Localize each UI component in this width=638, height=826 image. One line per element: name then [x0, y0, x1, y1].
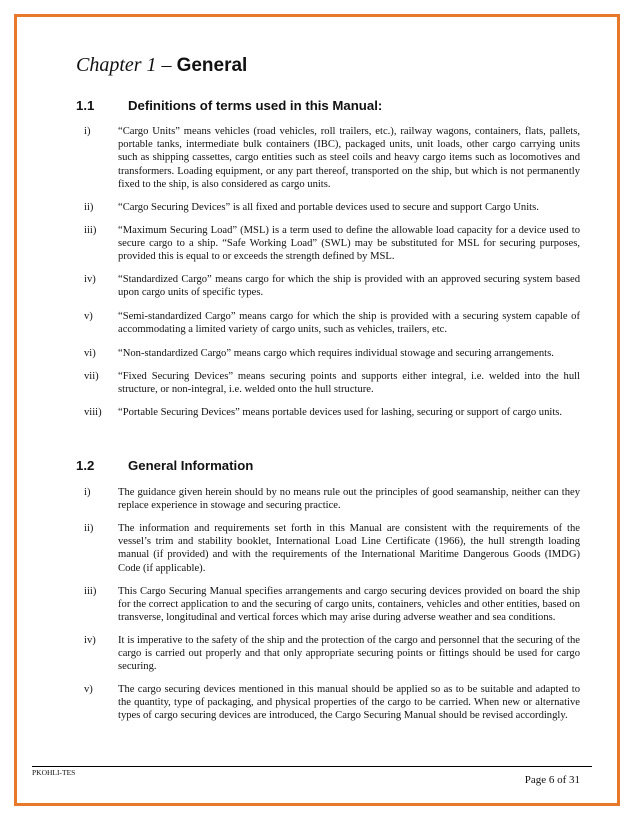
list-item — [84, 634, 580, 674]
section-heading-1-2 — [76, 458, 253, 474]
item-text: The information and requirements set forth in this Manual are consistent with the requirements of the vessel’s trim and stability booklet, International Load Line Certificate (1966), the hull strength loading manual (if provided) and with the requirements of the International Maritime Dangerous Goods (IMDG) Code (if applicable). — [118, 523, 580, 574]
list-item — [84, 125, 580, 191]
item-text: “Non-standardized Cargo” means cargo which requires individual stowage and securing arrangements. — [118, 348, 554, 359]
item-text: It is imperative to the safety of the ship and the protection of the cargo and personnel that the securing of the cargo is carried out properly and that only appropriate securing points or fittings should be used for cargo securing. — [118, 635, 580, 673]
item-numeral: v) — [84, 311, 93, 322]
item-numeral: ii) — [84, 202, 94, 213]
chapter-name: General — [176, 55, 248, 76]
item-text: This Cargo Securing Manual specifies arrangements and cargo securing devices provided on board the ship for the correct application to and the securing of cargo units, containers, vehicles and other entities, based on transverse, longitudinal and vertical forces which may arise during adverse weather and sea conditions. — [118, 586, 580, 624]
list-item — [84, 406, 580, 419]
item-text: “Cargo Units” means vehicles (road vehicles, roll trailers, etc.), railway wagons, containers, flats, pallets, portable tanks, intermediate bulk containers (IBC), packaged units, unit loads, other cargo carrying units such as shipping cassettes, cargo entities such as steel coils and heavy cargo items such as locomotives and transformers. Loading equipment, or any part thereof, transported on the ship, but which is not permanently fixed to the ship, is also considered as cargo units. — [118, 126, 580, 190]
item-numeral: i) — [84, 126, 91, 137]
item-numeral: iii) — [84, 586, 97, 597]
footer-document-code: PKOHLI-TES — [32, 768, 76, 777]
list-item — [84, 201, 580, 214]
footer-divider — [32, 766, 592, 767]
page-number: Page 6 of 31 — [524, 774, 580, 786]
list-item — [84, 370, 580, 396]
list-item — [84, 486, 580, 512]
item-text: The guidance given herein should by no means rule out the principles of good seamanship, neither can they replace experience in stowage and securing practice. — [118, 487, 580, 512]
item-text: “Semi-standardized Cargo” means cargo for which the ship is provided with a securing system capable of accommodating a limited variety of cargo units, such as vehicles, trailers, etc. — [118, 311, 580, 336]
section-number: 1.1 — [76, 98, 95, 113]
item-numeral: v) — [84, 684, 93, 695]
item-text: “Cargo Securing Devices” is all fixed and portable devices used to secure and support Cargo Units. — [118, 202, 539, 213]
item-numeral: ii) — [84, 523, 94, 534]
list-item — [84, 273, 580, 299]
item-text: The cargo securing devices mentioned in this manual should be applied so as to be suitable and adapted to the quantity, type of packaging, and physical properties of the cargo to be carried. When new or alternative types of cargo securing devices are introduced, the Cargo Securing Manual should be revised accordingly. — [118, 684, 580, 722]
item-text: “Fixed Securing Devices” means securing points and supports either integral, i.e. welded into the hull structure, or non-integral, i.e. welded onto the hull structure. — [118, 371, 580, 396]
chapter-title — [76, 52, 247, 79]
list-item — [84, 585, 580, 625]
item-text: “Portable Securing Devices” means portable devices used for lashing, securing or support of cargo units. — [118, 407, 563, 418]
item-numeral: iii) — [84, 225, 97, 236]
item-numeral: i) — [84, 487, 91, 498]
item-text: “Standardized Cargo” means cargo for which the ship is provided with an approved securing system based upon cargo units of specific types. — [118, 274, 580, 299]
list-item — [84, 310, 580, 336]
list-item — [84, 522, 580, 575]
chapter-prefix: Chapter 1 – — [76, 54, 177, 76]
list-item — [84, 224, 580, 264]
section-heading-1-1 — [76, 98, 382, 114]
section-number: 1.2 — [76, 458, 95, 473]
item-text: “Maximum Securing Load” (MSL) is a term used to define the allowable load capacity for a device used to secure cargo to a ship. “Safe Working Load” (SWL) may be substituted for MSL for securing purposes, provided this is equal to or exceeds the strength defined by MSL. — [118, 225, 580, 263]
item-numeral: vii) — [84, 371, 99, 382]
item-numeral: iv) — [84, 274, 96, 285]
section-title: General Information — [128, 458, 254, 473]
list-item — [84, 683, 580, 723]
section-title: Definitions of terms used in this Manual: — [128, 98, 383, 113]
item-numeral: iv) — [84, 635, 96, 646]
list-item — [84, 347, 580, 360]
item-numeral: vi) — [84, 348, 96, 359]
item-numeral: viii) — [84, 407, 102, 418]
